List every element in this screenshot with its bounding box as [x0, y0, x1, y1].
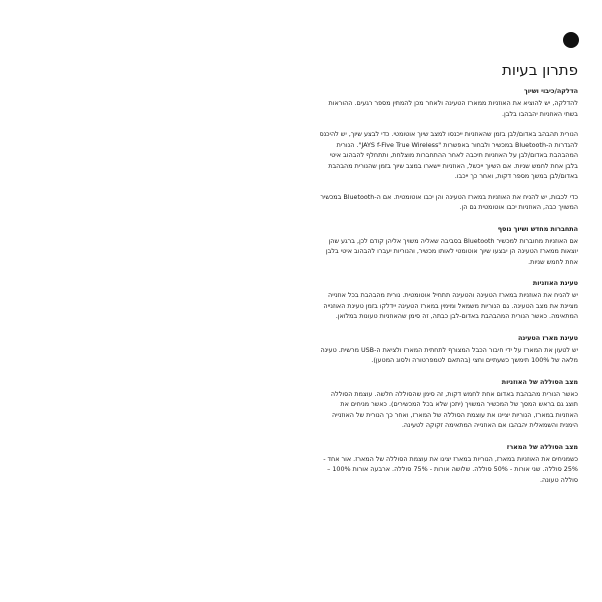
- paragraph: אם האוזניות מחוברות למכשיר Bluetooth בסביבה שאליה משויך אליהן קודם לכן, ברגע שהן יוצאות ממארז הטעינה הן יבצעו שיוך אוטומטי לאותו מכשיר, והנוריות יעברו להבהוב איטי בלבן אחת לחמש שניות.: [325, 236, 578, 266]
- troubleshooting-content: [318, 60, 578, 496]
- section-heading: הדלקה/כיבוי ושיוך: [524, 87, 578, 95]
- section-power-pairing: [318, 86, 578, 213]
- paragraph: כדי לכבות, יש להניח את האוזניות במארז הטעינה והן יכבו אוטומטית. אם ה-Bluetooth במכשיר המשויך כבה, האוזניות יכבו אוטומטית גם הן.: [320, 192, 578, 211]
- paragraph: להדלקה, יש להוציא את האוזניות ממארז הטעינה ולאחר מכן להמתין מספר רגעים. ההוראות בשתי האוזניות יהבהבו בלבן.: [328, 99, 578, 118]
- page-title: פתרון בעיות: [502, 61, 578, 79]
- paragraph: יש להניח את האוזניות במארז הטעינה והטעינה תתחיל אוטומטית. נורית מהבהבת בכל אוזנייה מציינת את מצב הטעינה. גם הנוריות משמאל ומימין במארז הטעינה יידלקו בזמן טעינת האוזנייה המתאימה. כאשר הנורית המהבהבת באדום-לבן כבתה, זה סימן שהאוזניות טעונות במלואן.: [323, 291, 578, 320]
- section-case-battery: [318, 442, 578, 486]
- section-heading: טעינת האוזניות: [532, 279, 578, 287]
- section-heading: התחברות מחדש ושיוך נוסף: [497, 224, 578, 233]
- page-marker-dot: [563, 32, 579, 48]
- paragraph: יש לטעון את המארז על ידי חיבור הכבל המצורף לתחתית המארז ולציאת ה-USB מרשית. טעינה מלאה של 100% תימשך כשעתיים וחצי (בהתאם לטמפרטורה ולסוג המטען).: [320, 345, 578, 364]
- paragraph: הנורית תהבהב באדום/לבן בזמן שהאוזניות ייכנסו למצב שיוך אוטומטי. כדי לבצע שיוך, יש להיכנס להגדרות ה-Bluetooth במכשיר ולבחור באפשרות "JAYS f-Five True Wireless". הנורית המהבהבת באדום/לבן על האוזניות תיכבה לאחר ההתחברות מוצלחת, ותתחלף להבהוב איטי בלבן אחת לחמש שניות. אם השיוך ייכשל, האוזניות יישארו במצב שיוך בזמן שהנורית מהבהבת באדום/לבן במשך מספר דקות, ואחר כך ייכבו.: [319, 130, 578, 180]
- section-heading: מצב הסוללה של האוזניות: [501, 377, 578, 386]
- paragraph: כאשר הנורית מהבהבת באדום אחת לחמש דקות, זה סימן שהסוללה חלשה. עוצמת הסוללה תוצג גם בראש המסך של המכשיר המשויך (יתכן שלא בכל המכשירים). כאשר מניחים את האוזניות במארז, הנוריות יציינו את עוצמת הסוללה של המארז, ואחר כך הנורית של האוזנייה הימנית והשמאלית יהבהבו אם האוזנייה המתאימה זקוקה לטעינה.: [330, 389, 578, 429]
- section-reconnect: [318, 224, 578, 268]
- paragraph: כשמניחים את האוזניות במארז, הנוריות במארז יציגו את עוצמת הסוללה של המארז. אור אחד - 25% סוללה. שני אורות - 50% סוללה. שלושה אורות - 75% סוללה. ארבעה אורות 100% – סוללה טעונה.: [323, 454, 578, 484]
- section-earbud-battery: [318, 377, 578, 431]
- section-charging-earbuds: [318, 278, 578, 322]
- section-charging-case: [318, 333, 578, 366]
- section-heading: מצב הסוללה של המארז: [506, 442, 578, 451]
- section-heading: טעינת מארז הטעינה: [517, 333, 578, 342]
